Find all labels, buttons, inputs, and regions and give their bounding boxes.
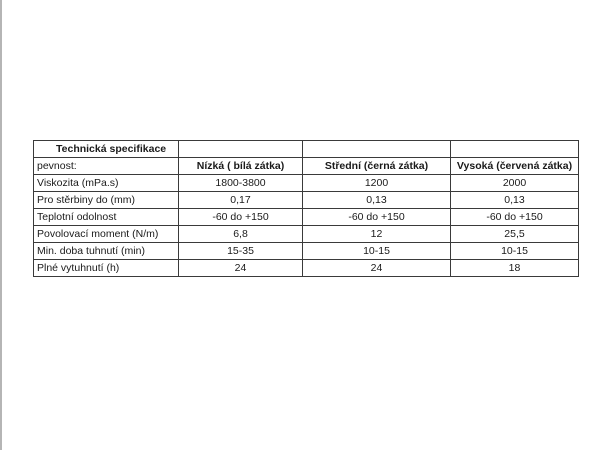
- cell-value: 15-35: [179, 243, 303, 260]
- column-header-medium: Střední (černá zátka): [303, 158, 451, 175]
- spec-table: [33, 140, 579, 277]
- row-label: Viskozita (mPa.s): [34, 175, 179, 192]
- row-label: Plné vytuhnutí (h): [34, 260, 179, 277]
- cell-value: 0,17: [179, 192, 303, 209]
- cell-value: -60 do +150: [303, 209, 451, 226]
- cell-value: 24: [179, 260, 303, 277]
- row-label: Povolovací moment (N/m): [34, 226, 179, 243]
- cell-value: 0,13: [303, 192, 451, 209]
- empty-cell: [179, 141, 303, 158]
- row-label: Teplotní odolnost: [34, 209, 179, 226]
- cell-value: 24: [303, 260, 451, 277]
- column-header-high: Vysoká (červená zátka): [451, 158, 579, 175]
- cell-value: 1200: [303, 175, 451, 192]
- cell-value: 2000: [451, 175, 579, 192]
- cell-value: -60 do +150: [451, 209, 579, 226]
- table-row: [34, 260, 579, 277]
- table-row: [34, 243, 579, 260]
- row-label: Pro stěrbiny do (mm): [34, 192, 179, 209]
- cell-value: 6,8: [179, 226, 303, 243]
- empty-cell: [303, 141, 451, 158]
- empty-cell: [451, 141, 579, 158]
- column-header-low: Nízká ( bílá zátka): [179, 158, 303, 175]
- row-label: Min. doba tuhnutí (min): [34, 243, 179, 260]
- cell-value: 25,5: [451, 226, 579, 243]
- cell-value: 0,13: [451, 192, 579, 209]
- table-header-row: [34, 158, 579, 175]
- table-row: [34, 226, 579, 243]
- table-title-row: [34, 141, 579, 158]
- cell-value: 10-15: [451, 243, 579, 260]
- table-title: Technická specifikace: [34, 141, 179, 158]
- cell-value: -60 do +150: [179, 209, 303, 226]
- cell-value: 18: [451, 260, 579, 277]
- table-row: [34, 192, 579, 209]
- cell-value: 10-15: [303, 243, 451, 260]
- page-edge: [0, 0, 2, 450]
- table-row: [34, 209, 579, 226]
- header-label: pevnost:: [34, 158, 179, 175]
- cell-value: 1800-3800: [179, 175, 303, 192]
- cell-value: 12: [303, 226, 451, 243]
- table-row: [34, 175, 579, 192]
